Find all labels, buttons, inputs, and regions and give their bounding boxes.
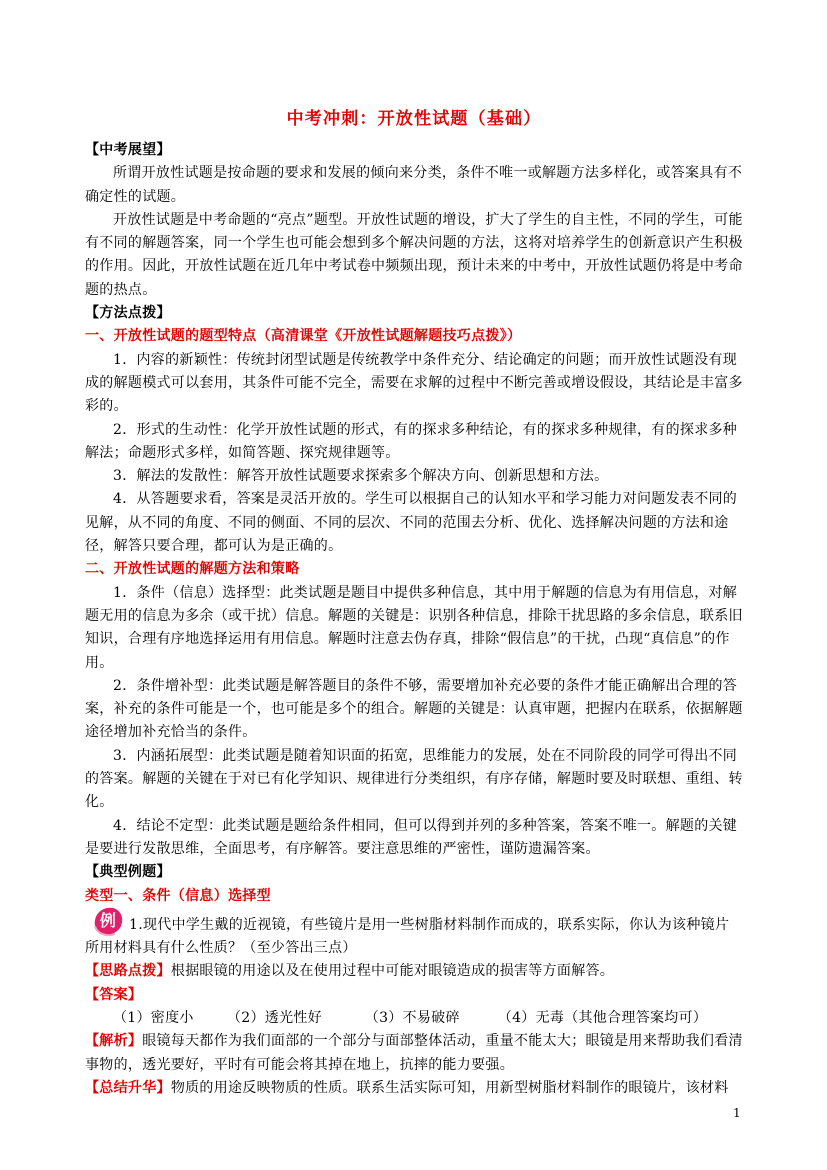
feature-item: 2．形式的生动性：化学开放性试题的形式，有的探求多种结论，有的探求多种规律，有的探求多种解法；命题形式多样，如简答题、探究规律题等。 bbox=[85, 421, 738, 461]
document-title: 中考冲刺：开放性试题（基础） bbox=[286, 109, 542, 129]
page-number: 1 bbox=[733, 1106, 741, 1120]
outlook-paragraph-1: 所谓开放性试题是按命题的要求和发展的倾向来分类，条件不唯一或解题方法多样化，或答案具有不确定性的试题。 bbox=[85, 165, 743, 205]
example-question-block bbox=[85, 910, 743, 961]
answer-item: （3）不易破碎 bbox=[364, 1009, 460, 1026]
outlook-paragraph-2: 开放性试题是中考命题的“亮点”题型。开放性试题的增设，扩大了学生的自主性，不同的学生，可能有不同的解题答案，同一个学生也可能会想到多个解决问题的方法，这将对培养学生的创新意识产生积极的作用。因此，开放性试题在近几年中考试卷中频频出现，预计未来的中考中，开放性试题仍将是中考命题的热点。 bbox=[85, 211, 743, 298]
feature-item: 3．解法的发散性：解答开放性试题要求探索多个解决方向、创新思想和方法。 bbox=[113, 468, 609, 485]
subheading-features: 一、开放性试题的题型特点（高清课堂《开放性试题解题技巧点拨》） bbox=[85, 328, 522, 345]
answer-item: （1）密度小 bbox=[113, 1009, 194, 1026]
hint-text: 根据眼镜的用途以及在使用过程中可能对眼镜造成的损害等方面解答。 bbox=[170, 963, 615, 980]
subheading-type-one: 类型一、条件（信息）选择型 bbox=[85, 887, 271, 904]
feature-item: 4．从答题要求看，答案是灵活开放的。学生可以根据自己的认知水平和学习能力对问题发表不同的见解，从不同的角度、不同的侧面、不同的层次、不同的范围去分析、优化、选择解决问题的方法和途径，解答只要合理，都可认为是正确的。 bbox=[85, 491, 738, 555]
subheading-strategies: 二、开放性试题的解题方法和策略 bbox=[85, 561, 300, 578]
hint-label: 【思路点拨】 bbox=[85, 963, 171, 980]
example-badge-icon bbox=[91, 904, 125, 938]
strategy-item: 1．条件（信息）选择型：此类试题是题目中提供多种信息，其中用于解题的信息为有用信息，对解题无用的信息为多余（或干扰）信息。解题的关键是：识别各种信息，排除干扰思路的多余信息，联系旧知识，合理有序地选择运用有用信息。解题时注意去伪存真，排除“假信息”的干扰，凸现“真信息”的作用。 bbox=[85, 584, 743, 671]
section-label-outlook: 【中考展望】 bbox=[85, 142, 171, 158]
answer-list bbox=[85, 1007, 743, 1030]
answer-item: （2）透光性好 bbox=[226, 1009, 322, 1026]
document-content bbox=[85, 107, 743, 1100]
answer-label: 【答案】 bbox=[85, 986, 143, 1003]
section-label-methods: 【方法点拨】 bbox=[85, 305, 171, 322]
analysis-label: 【解析】 bbox=[85, 1033, 143, 1050]
analysis-row bbox=[85, 1030, 743, 1077]
feature-item: 1．内容的新颖性：传统封闭型试题是传统教学中条件充分、结论确定的问题；而开放性试题没有现成的解题模式可以套用，其条件可能不完全，需要在求解的过程中不断完善或增设假设，其结论是丰富多彩的。 bbox=[85, 351, 743, 415]
strategy-item: 4．结论不定型：此类试题是题给条件相同，但可以得到并列的多种答案，答案不唯一。解题的关键是要进行发散思维，全面思考，有序解答。要注意思维的严密性，谨防遗漏答案。 bbox=[85, 817, 738, 857]
section-label-examples: 【典型例题】 bbox=[85, 864, 171, 881]
analysis-text: 眼镜每天都作为我们面部的一个部分与面部整体活动，重量不能太大；眼镜是用来帮助我们看清事物的，透光要好，平时有可能会将其掉在地上，抗摔的能力要强。 bbox=[85, 1033, 743, 1073]
strategy-item: 3．内涵拓展型：此类试题是随着知识面的拓宽，思维能力的发展，处在不同阶段的同学可得出不同的答案。解题的关键在于对已有化学知识、规律进行分类组织，有序存储，解题时要及时联想、重组、转化。 bbox=[85, 747, 743, 811]
summary-row bbox=[85, 1077, 743, 1100]
example-question: 1.现代中学生戴的近视镜，有些镜片是用一些树脂材料制作而成的，联系实际，你认为该种镜片所用材料具有什么性质？（至少答出三点） bbox=[85, 916, 730, 957]
summary-label: 【总结升华】 bbox=[85, 1079, 171, 1096]
example-badge-label: 例 bbox=[99, 910, 117, 930]
answer-item: （4）无毒（其他合理答案均可） bbox=[497, 1009, 708, 1026]
summary-text: 物质的用途反映物质的性质。联系生活实际可知，用新型树脂材料制作的眼镜片，该材料 bbox=[170, 1079, 729, 1096]
hint-row bbox=[85, 960, 743, 983]
strategy-item: 2．条件增补型：此类试题是解答题目的条件不够，需要增加补充必要的条件才能正确解出合理的答案，补充的条件可能是一个，也可能是多个的组合。解题的关键是：认真审题，把握内在联系，依据解题途径增加补充恰当的条件。 bbox=[85, 677, 743, 741]
